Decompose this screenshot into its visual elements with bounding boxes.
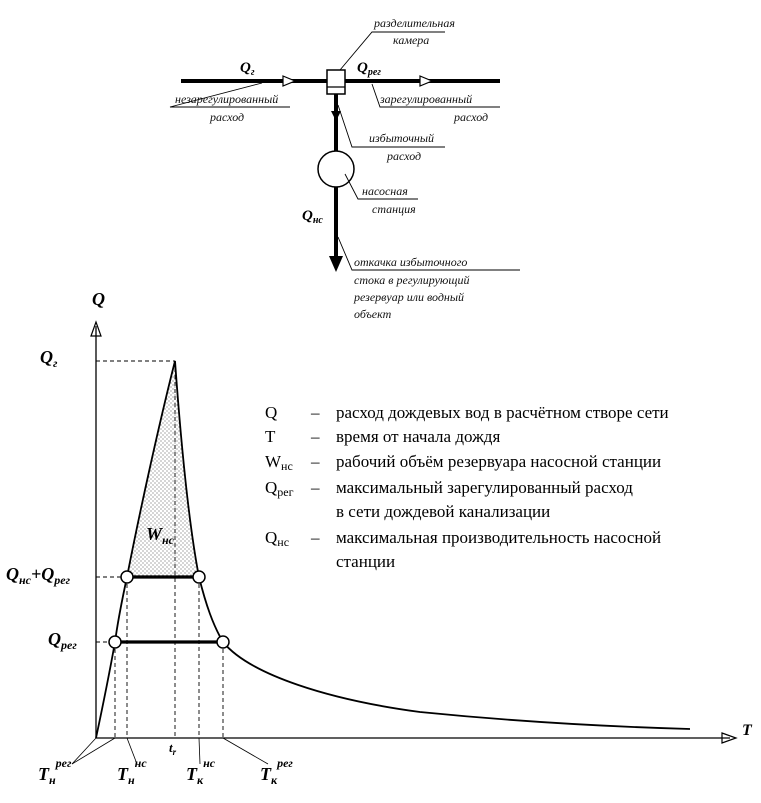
excess-arrow bbox=[331, 111, 341, 121]
legend-dash-qreg: – bbox=[311, 478, 320, 497]
x-axis-title: T bbox=[742, 722, 752, 739]
station-caption: насосная станция bbox=[362, 184, 416, 216]
y-mark-peak: $Q_г$ bbox=[40, 347, 58, 370]
legend-symbol-t: T bbox=[265, 427, 276, 446]
x-mark-start-regulated: $T_н^{рег}$ bbox=[38, 756, 72, 787]
legend-text-qreg: максимальный зарегулированный расход в сети дождевой канализации bbox=[336, 478, 633, 521]
outflow-caption: зарегулированный расход bbox=[380, 92, 489, 124]
legend-symbol-qns: Qнс bbox=[265, 528, 290, 549]
legend-text-q: расход дождевых вод в расчётном створе сети bbox=[336, 403, 669, 422]
legend-symbol-w: Wнс bbox=[265, 452, 293, 473]
y-axis-title: Q bbox=[92, 289, 105, 309]
pump-flow-label: $Q_{нс}$ bbox=[302, 208, 323, 226]
outflow-label: $Q_{рег}$ bbox=[357, 60, 381, 78]
x-mark-end-pump: $T_к^{нс}$ bbox=[186, 756, 216, 787]
inflow-caption: незарегулированный расход bbox=[175, 92, 279, 124]
separation-chamber bbox=[327, 70, 345, 94]
flow-scheme bbox=[170, 16, 520, 321]
legend-dash-qns: – bbox=[311, 528, 320, 547]
y-mark-pump-plus-regulated: $Q_{нс}+Q_{рег}$ bbox=[6, 564, 71, 587]
inflow-arrow bbox=[283, 76, 295, 86]
y-mark-regulated: $Q_{рег}$ bbox=[48, 629, 77, 652]
x-mark-rain-time: $t_r$ bbox=[169, 740, 177, 757]
x-mark-start-pump: $T_н^{нс}$ bbox=[117, 756, 147, 787]
volume-label: $W_{нс}$ bbox=[146, 524, 175, 547]
legend-symbol-qreg: Qрег bbox=[265, 478, 294, 499]
discharge-arrow bbox=[329, 256, 343, 272]
legend-text-w: рабочий объём резервуара насосной станции bbox=[336, 452, 662, 471]
chamber-caption: разделительная камера bbox=[374, 16, 455, 47]
caption-leaders bbox=[170, 32, 520, 270]
outflow-arrow bbox=[420, 76, 432, 86]
legend-text-qns: максимальная производительность насосной станции bbox=[336, 528, 662, 571]
legend bbox=[265, 403, 669, 571]
x-mark-end-regulated: $T_к^{рег}$ bbox=[260, 756, 293, 787]
inflow-label: $Q_г$ bbox=[240, 60, 255, 78]
discharge-caption: откачка избыточного стока в регулирующий резервуар или водный объект bbox=[354, 255, 470, 321]
legend-symbol-q: Q bbox=[265, 403, 278, 422]
legend-text-t: время от начала дождя bbox=[336, 427, 501, 446]
legend-dash-w: – bbox=[311, 452, 320, 471]
excess-caption: избыточный расход bbox=[369, 131, 435, 163]
legend-dash-q: – bbox=[311, 403, 320, 422]
legend-dash-t: – bbox=[311, 427, 320, 446]
